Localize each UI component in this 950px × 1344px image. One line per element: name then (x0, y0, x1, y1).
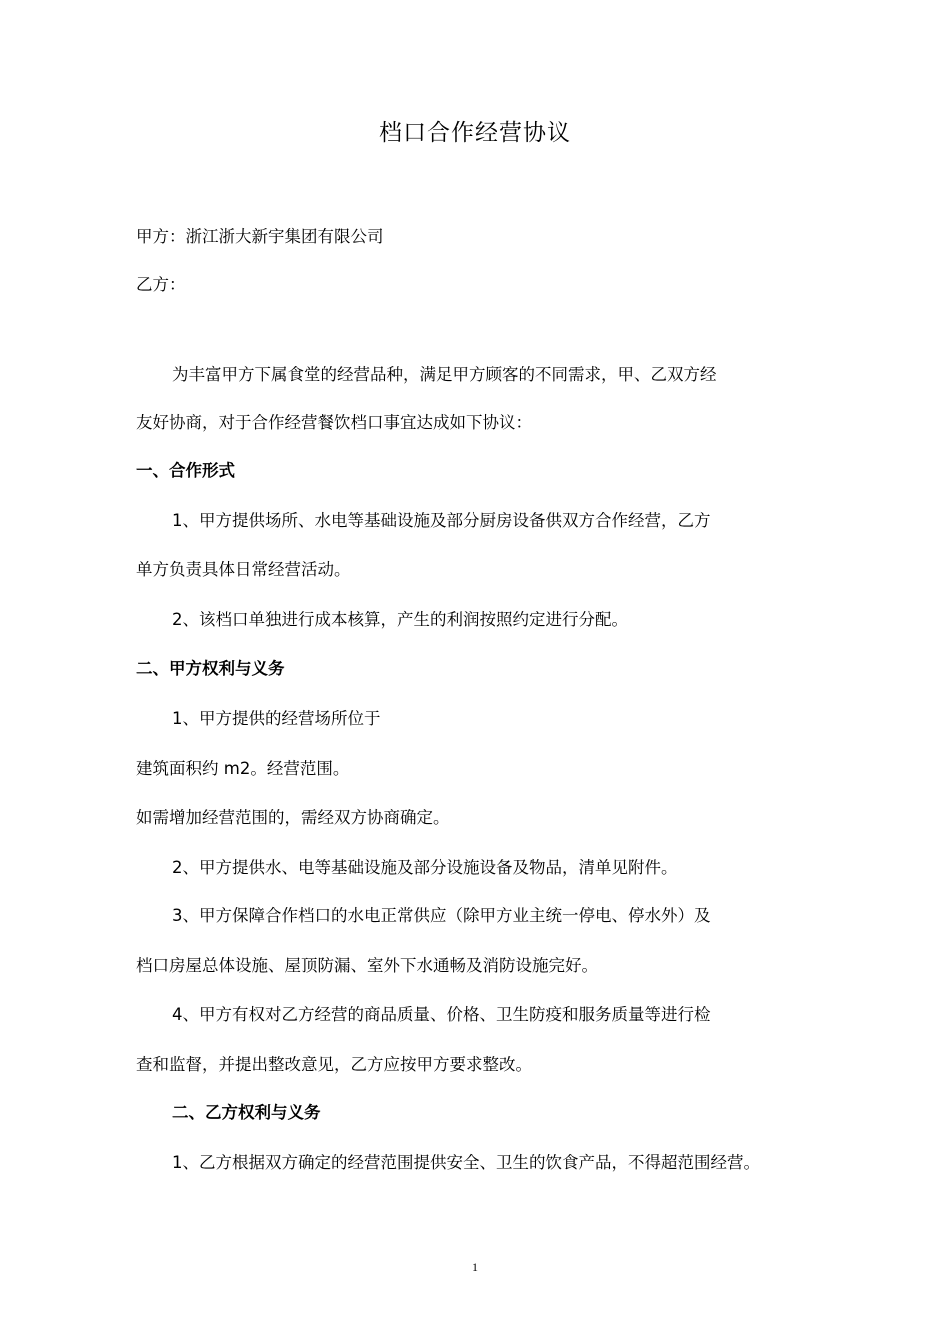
section-2-item-3-line-1: 3、甲方保障合作档口的水电正常供应（除甲方业主统一停电、停水外）及 (172, 906, 711, 925)
section-1-item-2: 2、该档口单独进行成本核算，产生的利润按照约定进行分配。 (172, 610, 628, 629)
section-2-item-1-line-1: 1、甲方提供的经营场所位于 (172, 709, 381, 728)
section-2-item-1-line-2: 建筑面积约 m2。经营范围。 (136, 759, 350, 778)
party-b-line: 乙方： (136, 275, 186, 294)
intro-line-2: 友好协商，对于合作经营餐饮档口事宜达成如下协议： (136, 413, 532, 432)
section-3-heading: 二、乙方权利与义务 (172, 1103, 321, 1122)
page-number: 1 (472, 1260, 478, 1274)
section-1-item-1-line-1: 1、甲方提供场所、水电等基础设施及部分厨房设备供双方合作经营，乙方 (172, 511, 711, 530)
section-2-item-4-line-2: 查和监督，并提出整改意见，乙方应按甲方要求整改。 (136, 1055, 532, 1074)
section-2-item-4-line-1: 4、甲方有权对乙方经营的商品质量、价格、卫生防疫和服务质量等进行检 (172, 1005, 711, 1024)
section-1-item-1-line-2: 单方负责具体日常经营活动。 (136, 560, 351, 579)
document-title: 档口合作经营协议 (379, 120, 571, 146)
section-2-heading: 二、甲方权利与义务 (136, 659, 285, 678)
party-a-line: 甲方：浙江浙大新宇集团有限公司 (136, 227, 384, 246)
section-2-item-2: 2、甲方提供水、电等基础设施及部分设施设备及物品，清单见附件。 (172, 858, 678, 877)
section-1-heading: 一、合作形式 (136, 461, 235, 480)
section-3-item-1: 1、乙方根据双方确定的经营范围提供安全、卫生的饮食产品，不得超范围经营。 (172, 1153, 760, 1172)
section-2-item-1-line-3: 如需增加经营范围的，需经双方协商确定。 (136, 808, 450, 827)
intro-line-1: 为丰富甲方下属食堂的经营品种，满足甲方顾客的不同需求，甲、乙双方经 (172, 365, 717, 384)
section-2-item-3-line-2: 档口房屋总体设施、屋顶防漏、室外下水通畅及消防设施完好。 (136, 956, 598, 975)
